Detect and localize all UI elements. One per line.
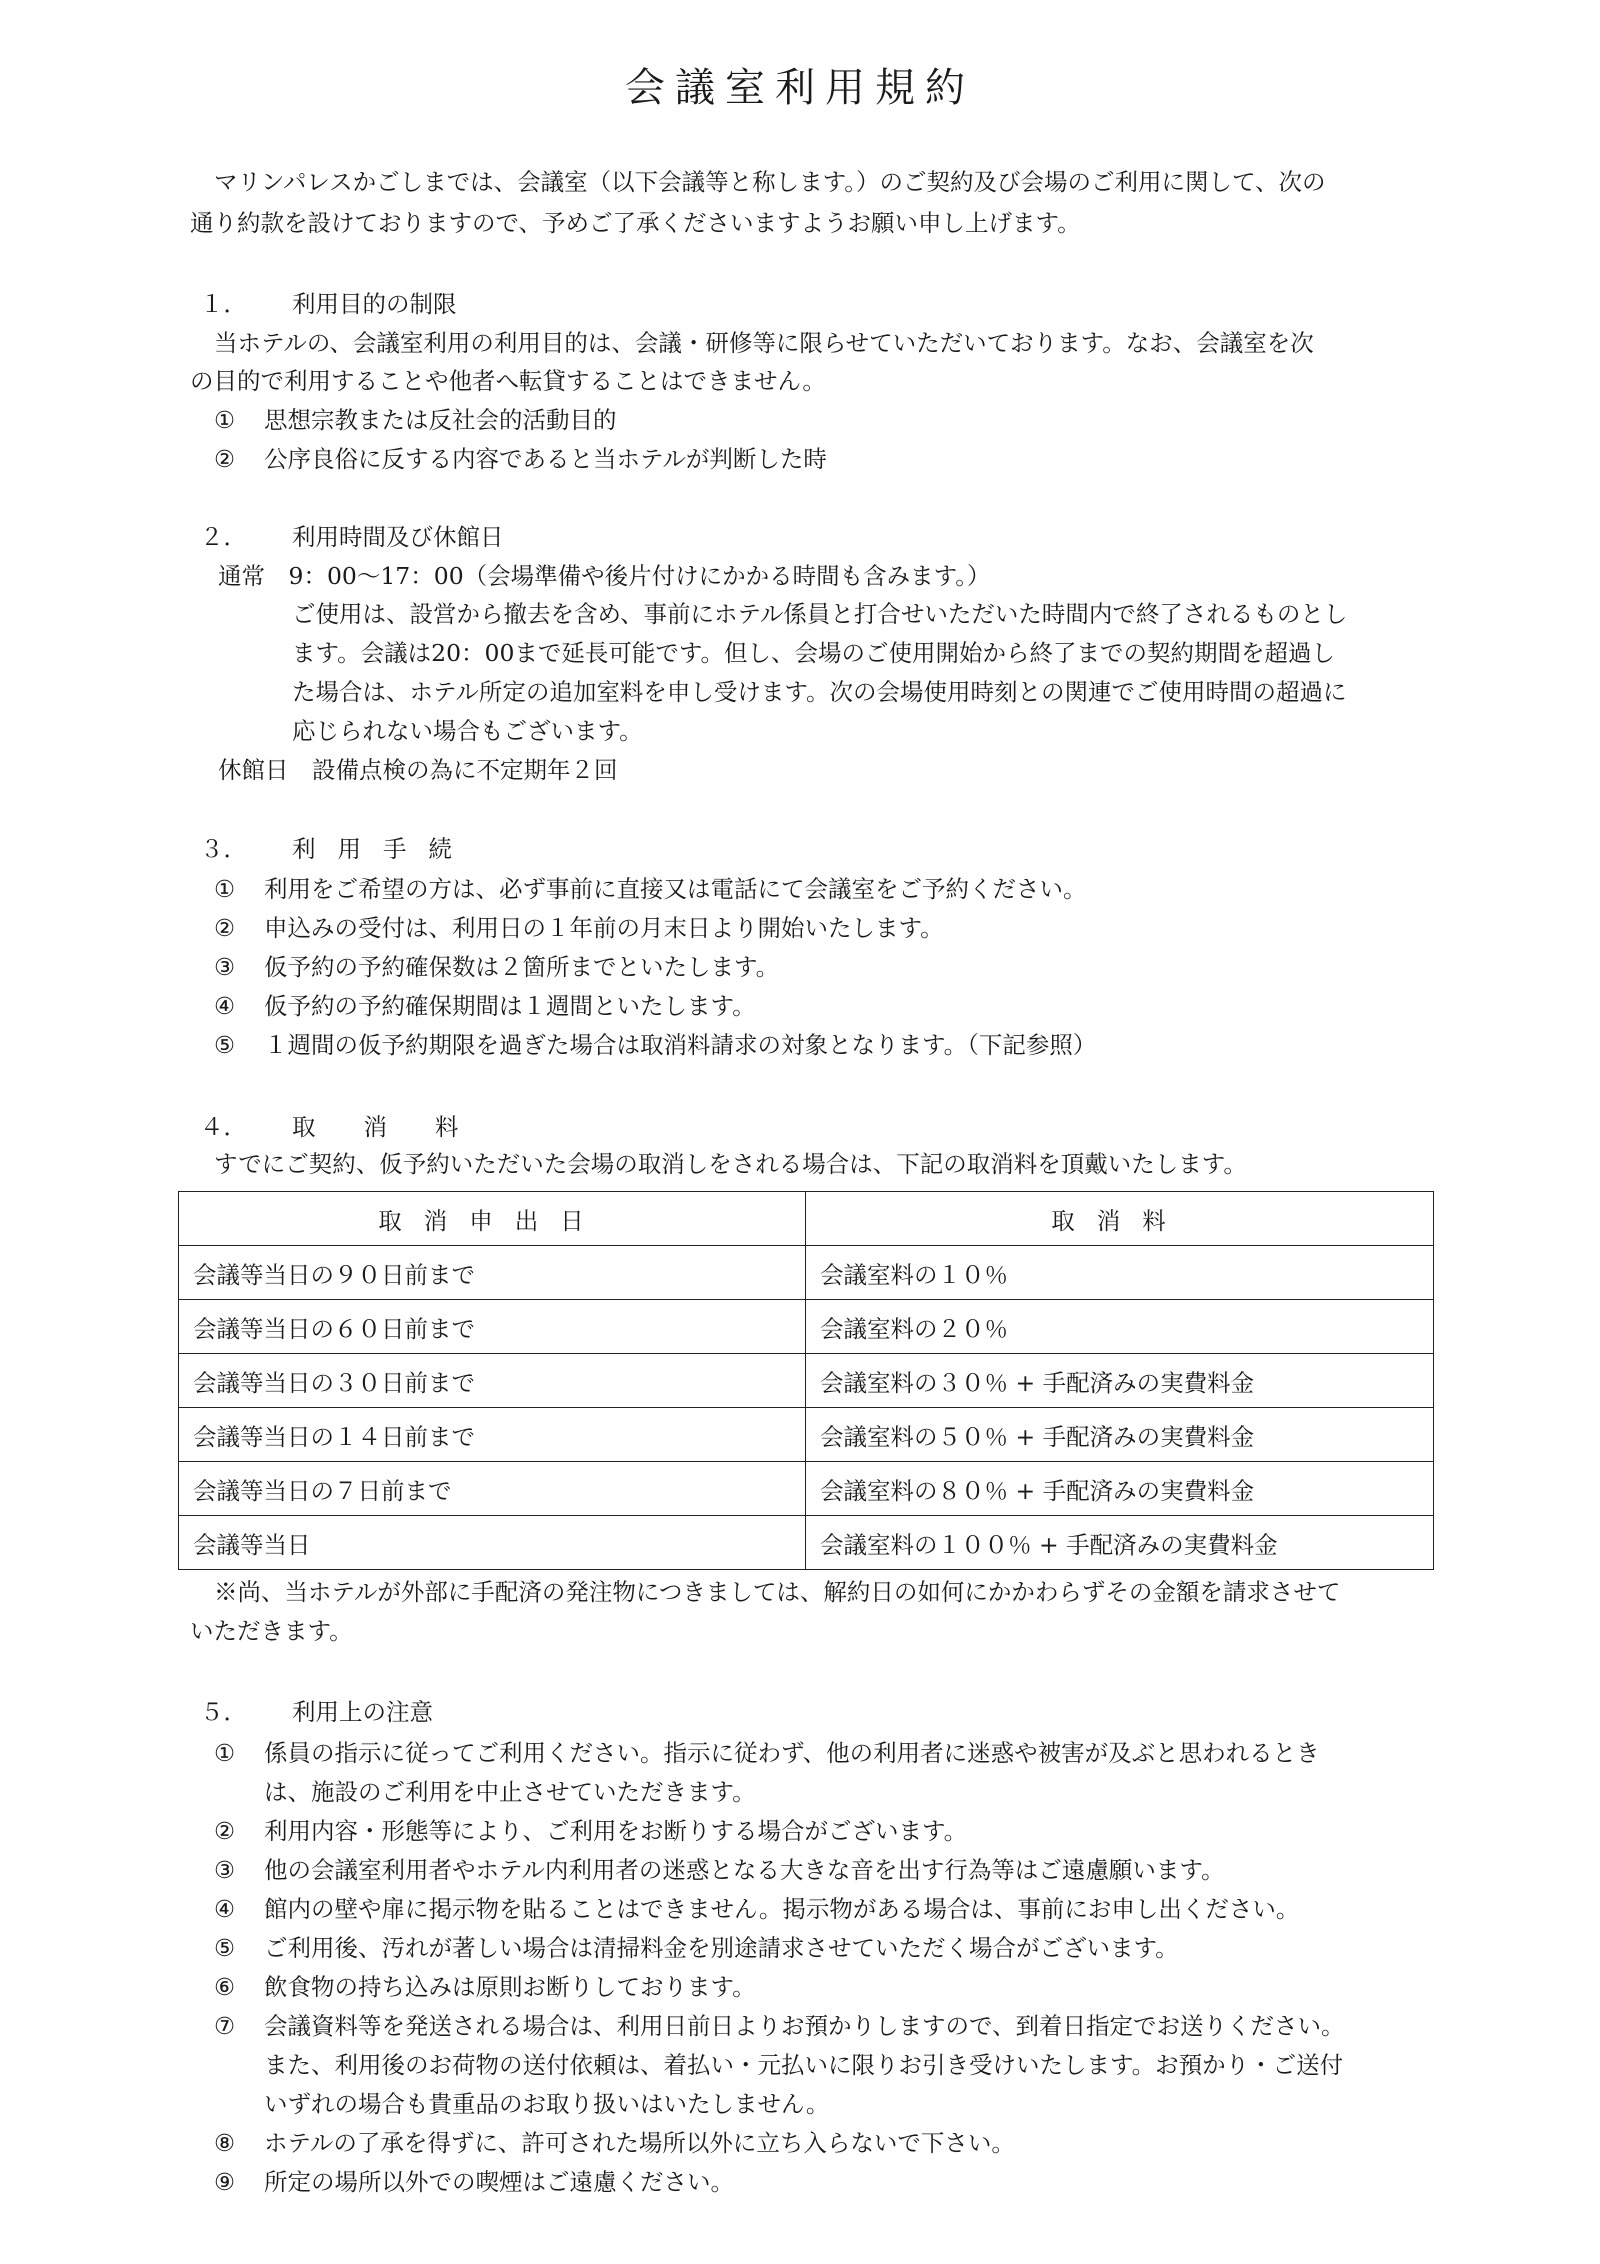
hours-detail-line: 応じられない場合もございます。 — [292, 717, 643, 745]
list-item: ① 利用をご希望の方は、必ず事前に直接又は電話にて会議室をご予約ください。 — [214, 875, 1087, 903]
table-cell: 会議室料の１００％ + 手配済みの実費料金 — [806, 1516, 1434, 1570]
table-note-line: いただきます。 — [190, 1617, 353, 1645]
list-item: ⑤ ご利用後、汚れが著しい場合は清掃料金を別途請求させていただく場合がございます。 — [214, 1934, 1179, 1962]
cancellation-fee-table — [178, 1191, 1434, 1570]
table-row — [179, 1516, 1434, 1570]
list-item: ② 利用内容・形態等により、ご利用をお断りする場合がございます。 — [214, 1817, 968, 1845]
list-item: ① 係員の指示に従ってご利用ください。指示に従わず、他の利用者に迷惑や被害が及ぶと思われるとき — [214, 1739, 1320, 1767]
table-cell: 会議等当日の６０日前まで — [179, 1300, 806, 1354]
list-item-continuation: は、施設のご利用を中止させていただきます。 — [264, 1778, 756, 1806]
list-item: ④ 館内の壁や扉に掲示物を貼ることはできません。掲示物がある場合は、事前にお申し出ください。 — [214, 1895, 1300, 1923]
hours-normal: 通常 9：00〜17：00（会場準備や後片付けにかかる時間も含みます。） — [218, 562, 991, 590]
hours-detail-line: ます。会議は20：00まで延長可能です。但し、会場のご使用開始から終了までの契約期間を超過し — [292, 639, 1336, 667]
hours-detail-line: た場合は、ホテル所定の追加室料を申し受けます。次の会場使用時刻との関連でご使用時間の超過に — [292, 678, 1347, 706]
section-title: 利用上の注意 — [292, 1698, 433, 1726]
section-2-heading — [200, 521, 504, 553]
table-header-row — [179, 1192, 1434, 1246]
page-title: 会議室利用規約 — [625, 65, 975, 111]
table-cell: 会議等当日の３０日前まで — [179, 1354, 806, 1408]
list-item: ② 公序良俗に反する内容であると当ホテルが判断した時 — [214, 445, 827, 473]
hours-detail-line: ご使用は、設営から撤去を含め、事前にホテル係員と打合せいただいた時間内で終了されるものとし — [292, 600, 1348, 628]
table-cell: 会議室料の５０％ + 手配済みの実費料金 — [806, 1408, 1434, 1462]
section-5-heading — [200, 1696, 433, 1728]
list-item: ① 思想宗教または反社会的活動目的 — [214, 406, 617, 434]
table-cell: 会議等当日 — [179, 1516, 806, 1570]
table-cell: 会議室料の３０％ + 手配済みの実費料金 — [806, 1354, 1434, 1408]
table-cell: 会議室料の１０％ — [806, 1246, 1434, 1300]
list-item: ⑧ ホテルの了承を得ずに、許可された場所以外に立ち入らないで下さい。 — [214, 2129, 1015, 2157]
list-item-continuation: いずれの場合も貴重品のお取り扱いはいたしません。 — [264, 2090, 830, 2118]
section-1-heading — [200, 288, 457, 320]
section-1-body-line: 当ホテルの、会議室利用の利用目的は、会議・研修等に限らせていただいております。なお、会議室を次 — [214, 329, 1314, 357]
list-item: ③ 仮予約の予約確保数は２箇所までといたします。 — [214, 953, 780, 981]
table-row — [179, 1300, 1434, 1354]
closed-days: 休館日 設備点検の為に不定期年２回 — [218, 756, 618, 784]
list-item: ② 申込みの受付は、利用日の１年前の月末日より開始いたします。 — [214, 914, 944, 942]
section-title: 利用時間及び休館日 — [292, 523, 504, 551]
list-item: ④ 仮予約の予約確保期間は１週間といたします。 — [214, 992, 756, 1020]
section-title: 利用手続 — [292, 835, 474, 863]
list-item: ⑨ 所定の場所以外での喫煙はご遠慮ください。 — [214, 2168, 734, 2196]
table-cell: 会議等当日の９０日前まで — [179, 1246, 806, 1300]
section-1-body-line: の目的で利用することや他者へ転貸することはできません。 — [190, 367, 826, 395]
column-header: 取消申出日 — [179, 1192, 806, 1246]
section-number: ５． — [200, 1698, 247, 1726]
list-item: ⑦ 会議資料等を発送される場合は、利用日前日よりお預かりしますので、到着日指定でお送りください。 — [214, 2012, 1345, 2040]
table-row — [179, 1246, 1434, 1300]
section-title: 取消料 — [292, 1113, 507, 1141]
section-number: ４． — [200, 1113, 247, 1141]
list-item: ③ 他の会議室利用者やホテル内利用者の迷惑となる大きな音を出す行為等はご遠慮願います。 — [214, 1856, 1225, 1884]
section-4-heading — [200, 1111, 507, 1143]
list-item: ⑥ 飲食物の持ち込みは原則お断りしております。 — [214, 1973, 756, 2001]
table-cell: 会議室料の８０％ + 手配済みの実費料金 — [806, 1462, 1434, 1516]
section-title: 利用目的の制限 — [292, 290, 457, 318]
table-cell: 会議室料の２０％ — [806, 1300, 1434, 1354]
intro-line: マリンパレスかごしまでは、会議室（以下会議等と称します。）のご契約及び会場のご利用に関して、次の — [214, 168, 1326, 196]
intro-line: 通り約款を設けておりますので、予めご了承くださいますようお願い申し上げます。 — [190, 209, 1081, 237]
section-number: ３． — [200, 835, 247, 863]
table-cell: 会議等当日の７日前まで — [179, 1462, 806, 1516]
table-row — [179, 1408, 1434, 1462]
table-cell: 会議等当日の１４日前まで — [179, 1408, 806, 1462]
table-note-line: ※尚、当ホテルが外部に手配済の発注物につきましては、解約日の如何にかかわらずその金額を請求させて — [214, 1578, 1341, 1606]
table-row — [179, 1354, 1434, 1408]
section-number: １． — [200, 290, 247, 318]
list-item-continuation: また、利用後のお荷物の送付依頼は、着払い・元払いに限りお引き受けいたします。お預かり・ご送付 — [264, 2051, 1344, 2079]
section-number: ２． — [200, 523, 247, 551]
section-3-heading — [200, 833, 474, 865]
list-item: ⑤ １週間の仮予約期限を過ぎた場合は取消料請求の対象となります。（下記参照） — [214, 1031, 1097, 1059]
column-header: 取消料 — [806, 1192, 1434, 1246]
table-row — [179, 1462, 1434, 1516]
cancellation-lead: すでにご契約、仮予約いただいた会場の取消しをされる場合は、下記の取消料を頂戴いたします。 — [214, 1150, 1247, 1178]
